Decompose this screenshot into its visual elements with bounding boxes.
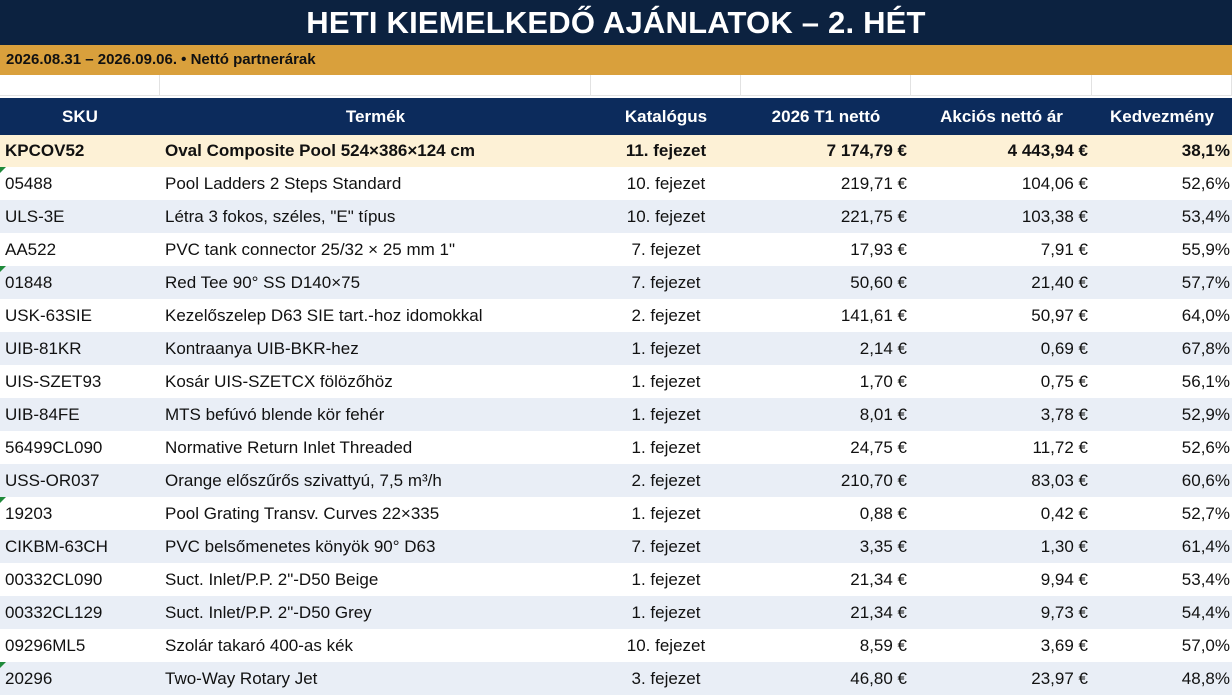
catalog-cell[interactable] — [591, 530, 741, 563]
list-price-cell[interactable] — [741, 398, 911, 431]
product-cell[interactable] — [160, 431, 591, 464]
product-cell[interactable]: Oval Composite Pool 524×386×124 cm — [160, 135, 591, 167]
sku-cell-text: 01848 — [5, 272, 53, 292]
catalog-cell-text: 3. fejezet — [631, 668, 701, 688]
list-price-cell[interactable] — [741, 662, 911, 695]
sale-price-cell[interactable] — [911, 497, 1092, 530]
product-cell[interactable] — [160, 497, 591, 530]
sku-cell-text: UIS-SZET93 — [5, 371, 102, 391]
column-header-sku[interactable]: SKU — [0, 97, 160, 135]
discount-cell[interactable] — [1092, 266, 1232, 299]
catalog-cell[interactable] — [591, 332, 741, 365]
list-price-cell[interactable] — [741, 200, 911, 233]
discount-cell-text: 52,6% — [1181, 437, 1230, 457]
sale-price-cell-text: 50,97 € — [1031, 305, 1088, 325]
catalog-cell-text: 2. fejezet — [631, 305, 701, 325]
sale-price-cell-text: 11,72 € — [1032, 437, 1088, 457]
product-cell[interactable] — [160, 167, 591, 200]
list-price-cell-text: 221,75 € — [840, 206, 907, 226]
spacer-cell[interactable] — [1092, 75, 1232, 95]
sku-cell-text: UIB-84FE — [5, 404, 80, 424]
sale-price-cell-text: 1,30 € — [1040, 536, 1088, 556]
table-row — [0, 398, 1232, 431]
list-price-cell[interactable] — [741, 233, 911, 266]
table-row — [0, 299, 1232, 332]
discount-cell-text: 60,6% — [1181, 470, 1230, 490]
table-row — [0, 662, 1232, 695]
discount-cell[interactable] — [1092, 200, 1232, 233]
table-row — [0, 629, 1232, 662]
sku-cell-text: 09296ML5 — [5, 635, 86, 655]
discount-cell-text: 64,0% — [1181, 305, 1230, 325]
catalog-cell-text: 1. fejezet — [631, 404, 701, 424]
table-row — [0, 233, 1232, 266]
product-cell-text: Szolár takaró 400-as kék — [165, 635, 354, 655]
column-header-catalog[interactable]: Katalógus — [591, 97, 741, 135]
sale-price-cell-text: 9,94 € — [1040, 569, 1088, 589]
product-cell-text: PVC tank connector 25/32 × 25 mm 1" — [165, 239, 455, 259]
sale-price-cell-text: 83,03 € — [1031, 470, 1088, 490]
discount-cell[interactable] — [1092, 233, 1232, 266]
product-cell-text: Pool Grating Transv. Curves 22×335 — [165, 503, 440, 523]
sku-cell[interactable] — [0, 629, 160, 662]
spacer-row — [0, 75, 1232, 96]
discount-cell[interactable] — [1092, 497, 1232, 530]
table-row — [0, 563, 1232, 596]
product-cell[interactable] — [160, 629, 591, 662]
sale-price-cell-text: 7,91 € — [1040, 239, 1088, 259]
sku-cell-text: UIB-81KR — [5, 338, 82, 358]
sale-price-cell-text: 0,69 € — [1040, 338, 1088, 358]
discount-cell[interactable] — [1092, 530, 1232, 563]
sale-price-cell[interactable] — [911, 629, 1092, 662]
discount-cell[interactable]: 38,1% — [1092, 135, 1232, 167]
sku-cell-text: CIKBM-63CH — [5, 536, 108, 556]
product-cell[interactable] — [160, 662, 591, 695]
spacer-cell[interactable] — [591, 75, 741, 95]
sale-price-cell-text: 21,40 € — [1031, 272, 1088, 292]
catalog-cell-text: 1. fejezet — [631, 503, 701, 523]
discount-cell-text: 52,7% — [1181, 503, 1230, 523]
table-row — [0, 431, 1232, 464]
list-price-cell[interactable] — [741, 497, 911, 530]
table-row — [0, 530, 1232, 563]
sku-cell-text: 19203 — [5, 503, 53, 523]
product-cell[interactable] — [160, 233, 591, 266]
discount-cell-text: 61,4% — [1181, 536, 1230, 556]
sale-price-cell[interactable] — [911, 662, 1092, 695]
product-cell[interactable] — [160, 563, 591, 596]
sale-price-cell-text: 0,42 € — [1040, 503, 1088, 523]
sku-cell[interactable]: KPCOV52 — [0, 135, 160, 167]
catalog-cell[interactable] — [591, 233, 741, 266]
spacer-cell[interactable] — [0, 75, 160, 95]
product-cell-text: Normative Return Inlet Threaded — [165, 437, 413, 457]
spacer-cell[interactable] — [160, 75, 591, 95]
sale-price-cell[interactable] — [911, 431, 1092, 464]
discount-cell[interactable] — [1092, 299, 1232, 332]
table-row — [0, 266, 1232, 299]
catalog-cell-text: 1. fejezet — [631, 371, 701, 391]
catalog-cell[interactable] — [591, 596, 741, 629]
list-price-cell[interactable] — [741, 167, 911, 200]
sku-cell-text: 56499CL090 — [5, 437, 103, 457]
sku-cell[interactable] — [0, 596, 160, 629]
column-header-product[interactable]: Termék — [160, 97, 591, 135]
sale-price-cell[interactable] — [911, 563, 1092, 596]
sale-price-cell[interactable] — [911, 233, 1092, 266]
catalog-cell[interactable] — [591, 167, 741, 200]
product-cell[interactable] — [160, 365, 591, 398]
list-price-cell-text: 2,14 € — [859, 338, 907, 358]
sku-cell[interactable] — [0, 200, 160, 233]
comment-indicator-icon[interactable] — [0, 497, 6, 503]
list-price-cell-text: 46,80 € — [850, 668, 907, 688]
catalog-cell-text: 1. fejezet — [631, 569, 701, 589]
sale-price-cell-text: 9,73 € — [1040, 602, 1088, 622]
product-cell[interactable] — [160, 398, 591, 431]
table-row — [0, 365, 1232, 398]
sku-cell[interactable] — [0, 365, 160, 398]
product-cell-text: Red Tee 90° SS D140×75 — [165, 272, 361, 292]
product-cell-text: Suct. Inlet/P.P. 2"-D50 Grey — [165, 602, 372, 622]
sku-cell[interactable] — [0, 530, 160, 563]
product-cell[interactable] — [160, 596, 591, 629]
offers-table — [0, 96, 1232, 695]
catalog-cell[interactable] — [591, 365, 741, 398]
sku-cell[interactable] — [0, 167, 160, 200]
product-cell-text: Suct. Inlet/P.P. 2"-D50 Beige — [165, 569, 379, 589]
list-price-cell-text: 8,59 € — [859, 635, 907, 655]
list-price-cell[interactable] — [741, 332, 911, 365]
list-price-cell[interactable] — [741, 299, 911, 332]
list-price-cell[interactable] — [741, 266, 911, 299]
sale-price-cell-text: 104,06 € — [1021, 173, 1088, 193]
list-price-cell-text: 141,61 € — [840, 305, 907, 325]
discount-cell[interactable] — [1092, 629, 1232, 662]
column-header-discount[interactable]: Kedvezmény — [1092, 97, 1232, 135]
product-cell[interactable] — [160, 200, 591, 233]
catalog-cell[interactable] — [591, 464, 741, 497]
table-row — [0, 200, 1232, 233]
discount-cell[interactable] — [1092, 332, 1232, 365]
list-price-cell[interactable] — [741, 596, 911, 629]
table-row — [0, 497, 1232, 530]
list-price-cell[interactable] — [741, 464, 911, 497]
list-price-cell[interactable] — [741, 629, 911, 662]
discount-cell-text: 56,1% — [1181, 371, 1230, 391]
catalog-cell-text: 10. fejezet — [626, 173, 706, 193]
list-price-cell-text: 21,34 € — [850, 569, 907, 589]
discount-cell-text: 53,4% — [1181, 569, 1230, 589]
table-row — [0, 332, 1232, 365]
spacer-cell[interactable] — [741, 75, 911, 95]
list-price-cell[interactable]: 7 174,79 € — [741, 135, 911, 167]
catalog-cell[interactable] — [591, 266, 741, 299]
catalog-cell[interactable] — [591, 497, 741, 530]
column-header-sale-price[interactable]: Akciós nettó ár — [911, 97, 1092, 135]
product-cell[interactable] — [160, 464, 591, 497]
product-cell-text: MTS befúvó blende kör fehér — [165, 404, 385, 424]
list-price-cell[interactable] — [741, 563, 911, 596]
sheet-title: HETI KIEMELKEDŐ AJÁNLATOK – 2. HÉT — [0, 0, 1232, 45]
header-row — [0, 97, 1232, 135]
sale-price-cell[interactable] — [911, 266, 1092, 299]
product-cell-text: Orange előszűrős szivattyú, 7,5 m³/h — [165, 470, 442, 490]
sku-cell[interactable] — [0, 233, 160, 266]
sku-cell-text: ULS-3E — [5, 206, 65, 226]
discount-cell-text: 52,6% — [1181, 173, 1230, 193]
sale-price-cell[interactable] — [911, 464, 1092, 497]
list-price-cell[interactable] — [741, 530, 911, 563]
list-price-cell-text: 210,70 € — [840, 470, 907, 490]
catalog-cell[interactable] — [591, 662, 741, 695]
sale-price-cell[interactable] — [911, 332, 1092, 365]
sku-cell[interactable] — [0, 497, 160, 530]
discount-cell[interactable] — [1092, 464, 1232, 497]
sku-cell[interactable] — [0, 563, 160, 596]
product-cell-text: PVC belsőmenetes könyök 90° D63 — [165, 536, 436, 556]
catalog-cell[interactable] — [591, 200, 741, 233]
sale-price-cell-text: 103,38 € — [1021, 206, 1088, 226]
table-row — [0, 464, 1232, 497]
catalog-cell[interactable] — [591, 629, 741, 662]
list-price-cell-text: 24,75 € — [850, 437, 907, 457]
sku-cell[interactable] — [0, 464, 160, 497]
table-row — [0, 167, 1232, 200]
product-cell[interactable] — [160, 299, 591, 332]
product-cell-text: Kontraanya UIB-BKR-hez — [165, 338, 359, 358]
sale-price-cell[interactable] — [911, 200, 1092, 233]
sku-cell[interactable] — [0, 662, 160, 695]
list-price-cell-text: 0,88 € — [859, 503, 907, 523]
list-price-cell-text: 8,01 € — [859, 404, 907, 424]
discount-cell-text: 52,9% — [1181, 404, 1230, 424]
sku-cell[interactable] — [0, 332, 160, 365]
sale-price-cell[interactable] — [911, 365, 1092, 398]
catalog-cell-text: 1. fejezet — [631, 437, 701, 457]
discount-cell[interactable] — [1092, 167, 1232, 200]
comment-indicator-icon[interactable] — [0, 266, 6, 272]
featured-row — [0, 135, 1232, 167]
sheet-subtitle: 2026.08.31 – 2026.09.06. • Nettó partnerárak — [0, 45, 1232, 75]
list-price-cell[interactable] — [741, 365, 911, 398]
catalog-cell[interactable] — [591, 563, 741, 596]
comment-indicator-icon[interactable] — [0, 662, 6, 668]
catalog-cell-text: 7. fejezet — [631, 272, 701, 292]
sku-cell-text: 00332CL129 — [5, 602, 103, 622]
product-cell[interactable] — [160, 266, 591, 299]
column-header-list-price[interactable]: 2026 T1 nettó — [741, 97, 911, 135]
sku-cell-text: 05488 — [5, 173, 53, 193]
comment-indicator-icon[interactable] — [0, 167, 6, 173]
sale-price-cell[interactable] — [911, 167, 1092, 200]
sale-price-cell[interactable]: 4 443,94 € — [911, 135, 1092, 167]
sku-cell-text: USS-OR037 — [5, 470, 100, 490]
catalog-cell[interactable] — [591, 398, 741, 431]
discount-cell[interactable] — [1092, 431, 1232, 464]
discount-cell[interactable] — [1092, 662, 1232, 695]
sale-price-cell-text: 23,97 € — [1031, 668, 1088, 688]
discount-cell-text: 67,8% — [1181, 338, 1230, 358]
list-price-cell-text: 50,60 € — [850, 272, 907, 292]
product-cell-text: Kezelőszelep D63 SIE tart.-hoz idomokkal — [165, 305, 483, 325]
discount-cell-text: 57,0% — [1181, 635, 1230, 655]
list-price-cell-text: 1,70 € — [859, 371, 907, 391]
product-cell[interactable] — [160, 332, 591, 365]
sku-cell-text: 00332CL090 — [5, 569, 103, 589]
catalog-cell-text: 2. fejezet — [631, 470, 701, 490]
discount-cell-text: 48,8% — [1181, 668, 1230, 688]
list-price-cell-text: 3,35 € — [859, 536, 907, 556]
discount-cell[interactable] — [1092, 365, 1232, 398]
discount-cell-text: 53,4% — [1181, 206, 1230, 226]
sale-price-cell[interactable] — [911, 398, 1092, 431]
product-cell-text: Pool Ladders 2 Steps Standard — [165, 173, 402, 193]
sku-cell[interactable] — [0, 431, 160, 464]
sale-price-cell-text: 3,78 € — [1040, 404, 1088, 424]
sku-cell-text: USK-63SIE — [5, 305, 92, 325]
sku-cell-text: 20296 — [5, 668, 53, 688]
discount-cell-text: 57,7% — [1181, 272, 1230, 292]
sale-price-cell[interactable] — [911, 596, 1092, 629]
discount-cell-text: 55,9% — [1181, 239, 1230, 259]
list-price-cell[interactable] — [741, 431, 911, 464]
sku-cell[interactable] — [0, 299, 160, 332]
catalog-cell-text: 7. fejezet — [631, 239, 701, 259]
sku-cell[interactable] — [0, 266, 160, 299]
catalog-cell-text: 10. fejezet — [626, 635, 706, 655]
catalog-cell[interactable]: 11. fejezet — [591, 135, 741, 167]
table-row — [0, 596, 1232, 629]
discount-cell[interactable] — [1092, 596, 1232, 629]
discount-cell-text: 54,4% — [1181, 602, 1230, 622]
sale-price-cell[interactable] — [911, 530, 1092, 563]
list-price-cell-text: 21,34 € — [850, 602, 907, 622]
catalog-cell[interactable] — [591, 431, 741, 464]
catalog-cell-text: 7. fejezet — [631, 536, 701, 556]
sku-cell[interactable] — [0, 398, 160, 431]
sale-price-cell-text: 3,69 € — [1040, 635, 1088, 655]
discount-cell[interactable] — [1092, 563, 1232, 596]
sku-cell-text: AA522 — [5, 239, 57, 259]
catalog-cell-text: 10. fejezet — [626, 206, 706, 226]
product-cell-text: Létra 3 fokos, széles, "E" típus — [165, 206, 396, 226]
product-cell[interactable] — [160, 530, 591, 563]
product-cell-text: Kosár UIS-SZETCX fölözőhöz — [165, 371, 393, 391]
catalog-cell-text: 1. fejezet — [631, 602, 701, 622]
discount-cell[interactable] — [1092, 398, 1232, 431]
spacer-cell[interactable] — [911, 75, 1092, 95]
catalog-cell-text: 1. fejezet — [631, 338, 701, 358]
list-price-cell-text: 219,71 € — [840, 173, 907, 193]
sale-price-cell[interactable] — [911, 299, 1092, 332]
sale-price-cell-text: 0,75 € — [1040, 371, 1088, 391]
product-cell-text: Two-Way Rotary Jet — [165, 668, 318, 688]
catalog-cell[interactable] — [591, 299, 741, 332]
list-price-cell-text: 17,93 € — [850, 239, 907, 259]
